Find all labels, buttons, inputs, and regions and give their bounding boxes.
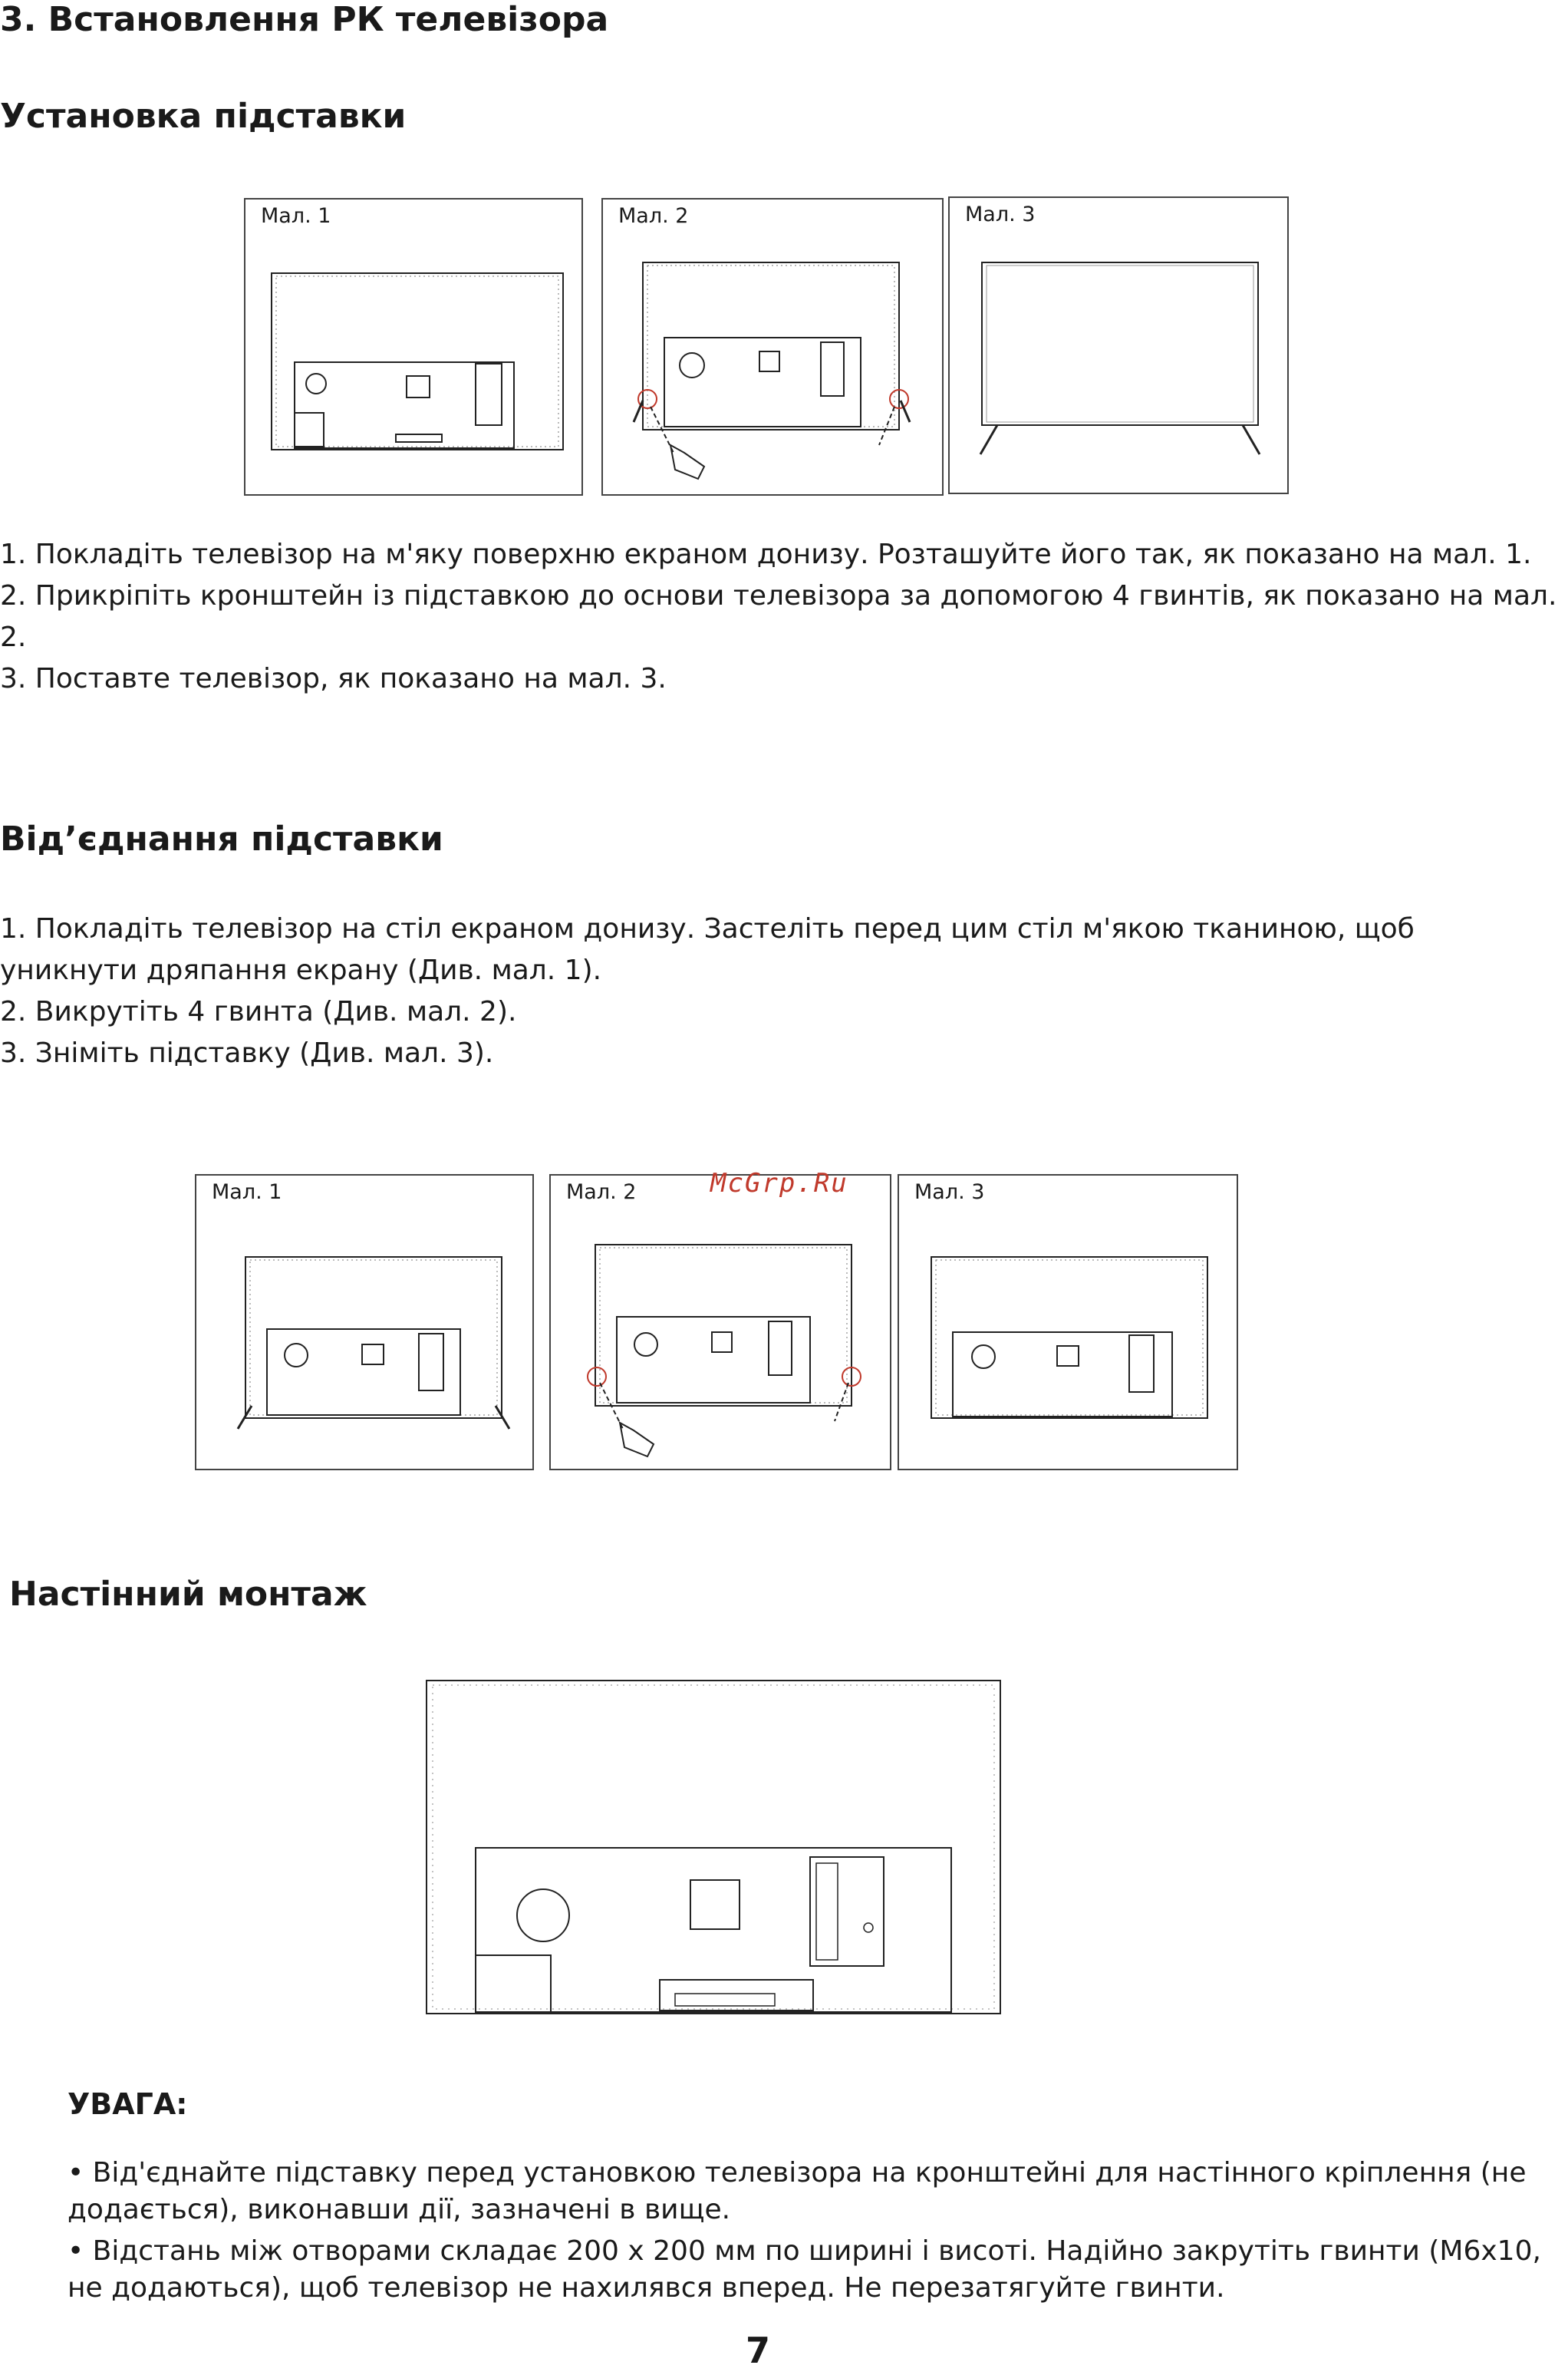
figure-caption: Мал. 3 xyxy=(914,1180,985,1204)
figure-stand-1 xyxy=(244,198,583,496)
section-heading-wall: Настінний монтаж xyxy=(9,1575,367,1614)
warning-title: УВАГА: xyxy=(68,2087,188,2121)
tv-back-screws-illustration xyxy=(603,200,945,497)
detach-steps xyxy=(0,909,1557,1074)
warning-list xyxy=(68,2155,1563,2311)
tv-front-on-stand-illustration xyxy=(950,198,1290,496)
figure-stand-3 xyxy=(948,196,1289,494)
figure-stand-2 xyxy=(601,198,944,496)
step-text: 3. Зніміть підставку (Див. мал. 3). xyxy=(0,1037,494,1069)
figure-caption: Мал. 2 xyxy=(566,1180,637,1204)
section-heading-stand: Установка підставки xyxy=(0,97,407,136)
figure-caption: Мал. 2 xyxy=(618,204,689,228)
figure-detach-3 xyxy=(898,1174,1238,1470)
section-heading-detach: Від’єднання підставки xyxy=(0,820,443,859)
step-text: 2. Прикріпіть кронштейн із підставкою до основи телевізора за допомогою 4 гвинтів, як показано на мал. 2. xyxy=(0,580,1557,653)
figure-caption: Мал. 1 xyxy=(261,204,331,228)
figure-wall-mount xyxy=(425,1679,1002,2017)
watermark: McGrp.Ru xyxy=(710,1168,848,1199)
tv-back-wall-illustration xyxy=(425,1679,1002,2017)
stand-steps xyxy=(0,534,1557,700)
tv-back-no-stand-illustration xyxy=(899,1176,1240,1472)
step-text: 2. Викрутіть 4 гвинта (Див. мал. 2). xyxy=(0,996,517,1028)
warning-item: • Від'єднайте підставку перед установкою телевізора на кронштейні для настінного кріплення (не додається), виконавши дії, зазначені в вище. xyxy=(68,2157,1527,2225)
step-text: 3. Поставте телевізор, як показано на мал. 3. xyxy=(0,663,667,694)
figure-detach-2 xyxy=(549,1174,891,1470)
page-title: 3. Встановлення РК телевізора xyxy=(0,0,609,39)
step-text: 1. Покладіть телевізор на м'яку поверхню екраном донизу. Розташуйте його так, як показано на мал. 1. xyxy=(0,539,1532,570)
tv-back-unscrew-illustration xyxy=(551,1176,893,1472)
page-number: 7 xyxy=(746,2330,771,2371)
warning-item: • Відстань між отворами складає 200 x 200 мм по ширині і висоті. Надійно закрутіть гвинти (M6x10, не додаються), щоб телевізор не нахилявся вперед. Не перезатягуйте гвинти. xyxy=(68,2235,1541,2304)
figure-caption: Мал. 1 xyxy=(212,1180,282,1204)
figure-detach-1 xyxy=(195,1174,534,1470)
tv-back-on-stand-illustration xyxy=(196,1176,535,1472)
tv-back-illustration xyxy=(245,200,585,497)
step-text: 1. Покладіть телевізор на стіл екраном донизу. Застеліть перед цим стіл м'якою тканиною, щоб уникнути дряпання екрану (Див. мал. 1). xyxy=(0,913,1415,986)
figure-caption: Мал. 3 xyxy=(965,203,1036,226)
